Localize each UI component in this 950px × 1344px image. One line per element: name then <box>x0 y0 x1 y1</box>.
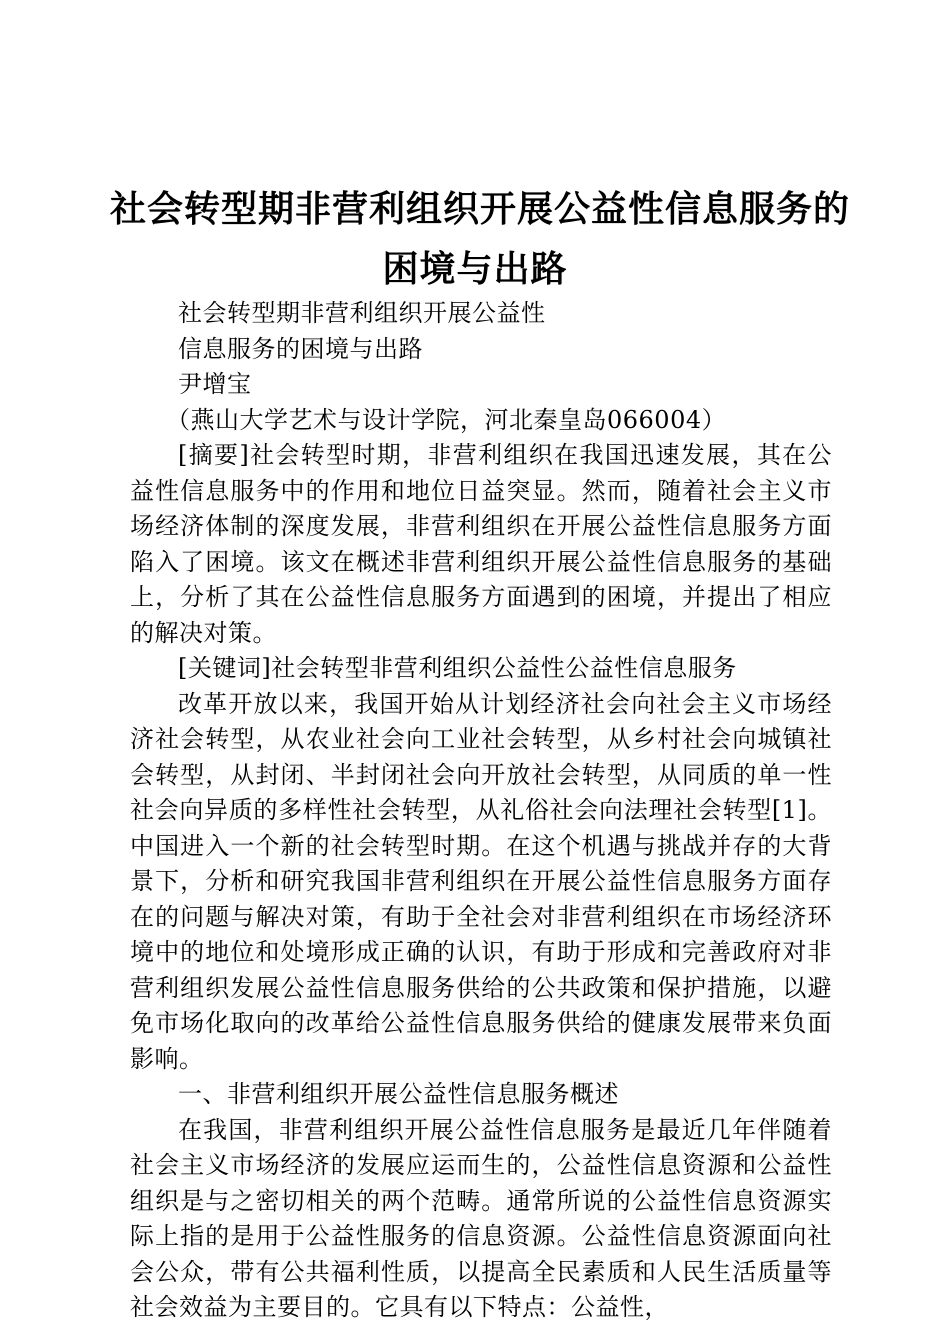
author-affiliation: （燕山大学艺术与设计学院，河北秦皇岛066004） <box>166 405 727 434</box>
author-name: 尹增宝 <box>178 370 252 398</box>
section-1-paragraph: 在我国，非营利组织开展公益性信息服务是最近几年伴随着社会主义市场经济的发展应运而生的，公益性信息资源和公益性组织是与之密切相关的两个范畴。通常所说的公益性信息资源实际上指的是用于公益性服务的信息资源。公益性信息资源面向社会公众，带有公共福利性质，以提高全民素质和人民生活质量等社会效益为主要目的。它具有以下特点：公益性， <box>130 1115 832 1321</box>
abstract-paragraph: [摘要]社会转型时期，非营利组织在我国迅速发展，其在公益性信息服务中的作用和地位日益突显。然而，随着社会主义市场经济体制的深度发展，非营利组织在开展公益性信息服务方面陷入了困境。该文在概述非营利组织开展公益性信息服务的基础上，分析了其在公益性信息服务方面遇到的困境，并提出了相应的解决对策。 <box>130 441 832 647</box>
subtitle-line-1: 社会转型期非营利组织开展公益性 <box>178 299 546 327</box>
section-1-heading: 一、非营利组织开展公益性信息服务概述 <box>178 1080 619 1108</box>
keywords-paragraph: [关键词]社会转型非营利组织公益性公益性信息服务 <box>178 654 737 682</box>
document-title-line-2: 困境与出路 <box>382 249 568 290</box>
document-body <box>130 296 832 1326</box>
document-title-line-1: 社会转型期非营利组织开展公益性信息服务的 <box>110 189 851 230</box>
intro-paragraph: 改革开放以来，我国开始从计划经济社会向社会主义市场经济社会转型，从农业社会向工业社会转型，从乡村社会向城镇社会转型，从封闭、半封闭社会向开放社会转型，从同质的单一性社会向异质的多样性社会转型，从礼俗社会向法理社会转型[1]。中国进入一个新的社会转型时期。在这个机遇与挑战并存的大背景下，分析和研究我国非营利组织在开展公益性信息服务方面存在的问题与解决对策，有助于全社会对非营利组织在市场经济环境中的地位和处境形成正确的认识，有助于形成和完善政府对非营利组织发展公益性信息服务供给的公共政策和保护措施，以避免市场化取向的改革给公益性信息服务供给的健康发展带来负面影响。 <box>130 689 832 1073</box>
subtitle-line-2: 信息服务的困境与出路 <box>178 334 423 363</box>
